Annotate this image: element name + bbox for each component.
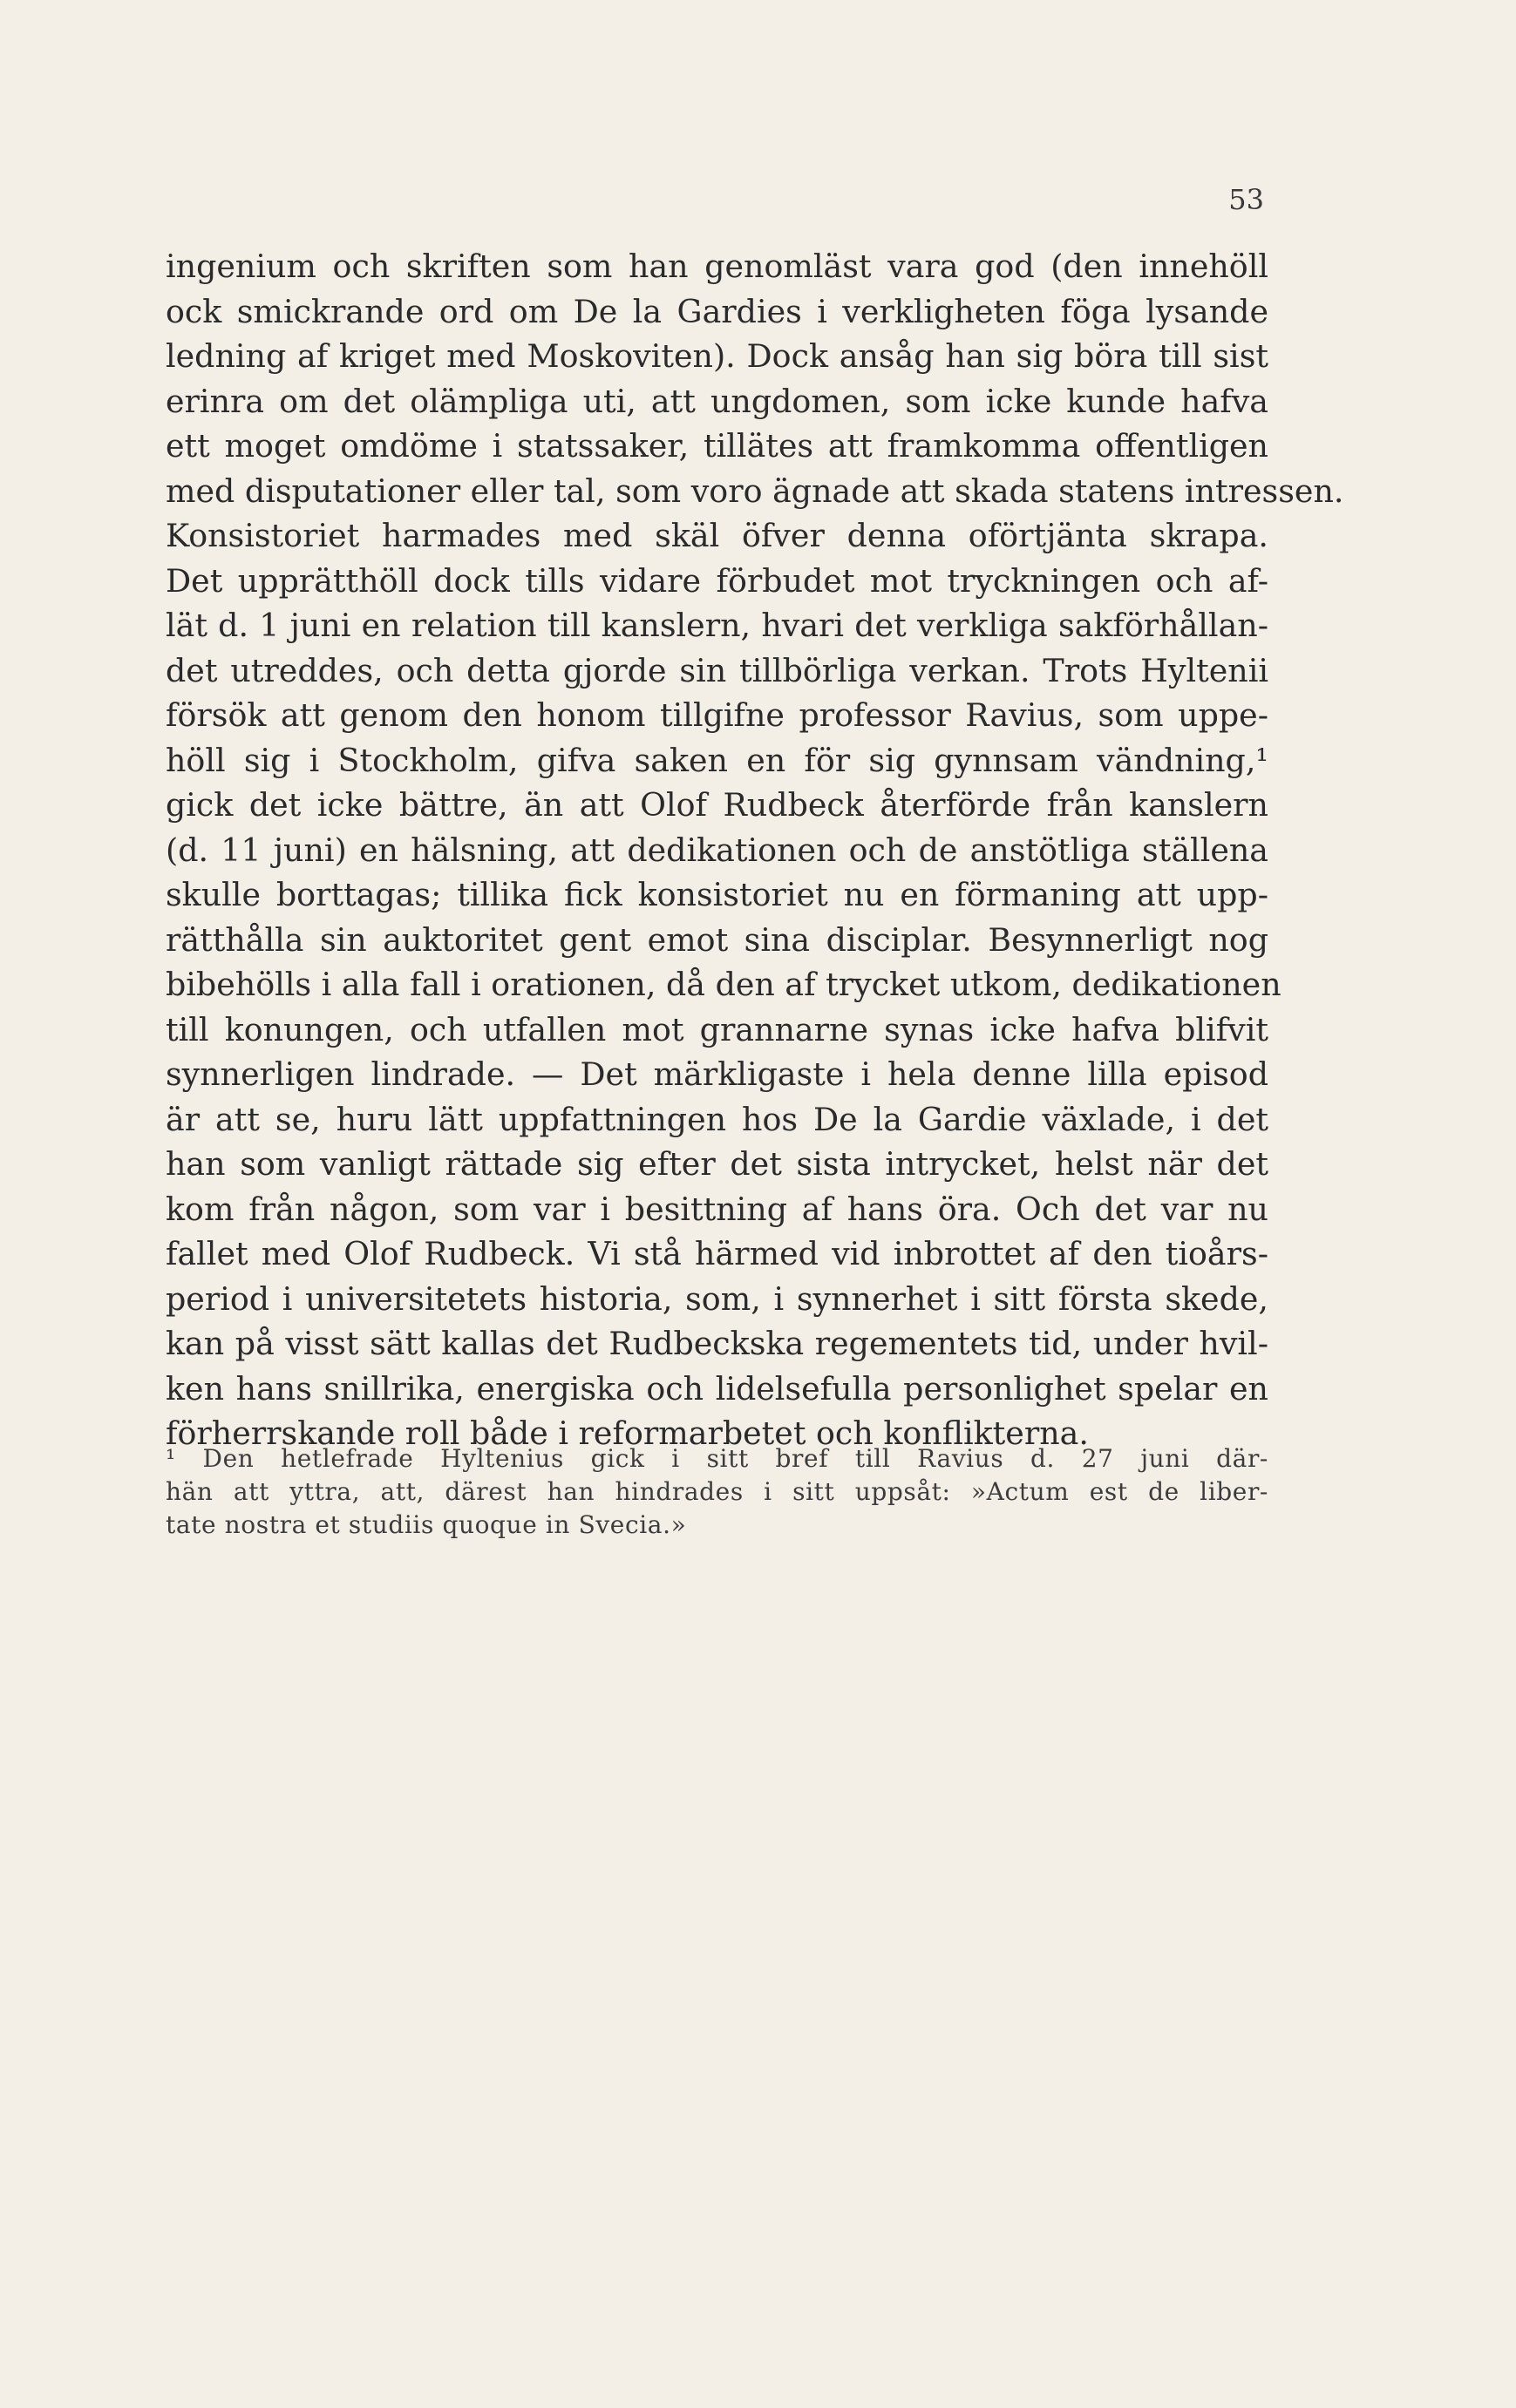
body-line: gick det icke bättre, än att Olof Rudbeck återförde från kanslern <box>166 786 1268 824</box>
body-line: lät d. 1 juni en relation till kanslern, hvari det verkliga sakförhållan- <box>166 607 1268 644</box>
body-line: skulle borttagas; tillika fick konsistoriet nu en förmaning att upp- <box>166 876 1268 913</box>
page-number: 53 <box>1228 183 1264 216</box>
body-line: (d. 11 juni) en hälsning, att dedikationen och de anstötliga ställena <box>166 831 1268 869</box>
body-line: kom från någon, som var i besittning af hans öra. Och det var nu <box>166 1190 1268 1228</box>
body-line: är att se, huru lätt uppfattningen hos De la Gardie växlade, i det <box>166 1100 1268 1138</box>
body-line: försök att genom den honom tillgifne professor Ravius, som uppe- <box>166 696 1268 734</box>
body-line: period i universitetets historia, som, i synnerhet i sitt första skede, <box>166 1279 1268 1318</box>
body-line: ock smickrande ord om De la Gardies i verkligheten föga lysande <box>166 292 1268 330</box>
body-line: synnerligen lindrade. — Det märkligaste i hela denne lilla episod <box>166 1055 1268 1093</box>
footnote <box>166 1442 1268 1542</box>
body-line: erinra om det olämpliga uti, att ungdomen, som icke kunde hafva <box>166 382 1268 420</box>
body-line: bibehölls i alla fall i orationen, då den af trycket utkom, dedikationen <box>166 966 1281 1003</box>
body-line: rätthålla sin auktoritet gent emot sina disciplar. Besynnerligt nog <box>166 920 1268 959</box>
body-line: fallet med Olof Rudbeck. Vi stå härmed vid inbrottet af den tioårs- <box>166 1235 1268 1272</box>
body-line: ken hans snillrika, energiska och lidelsefulla personlighet spelar en <box>166 1369 1268 1407</box>
footnote-line: ¹ Den hetlefrade Hyltenius gick i sitt bref till Ravius d. 27 juni där- <box>166 1444 1268 1473</box>
body-line: han som vanligt rättade sig efter det sista intrycket, helst när det <box>166 1145 1268 1183</box>
body-line: Det upprätthöll dock tills vidare förbudet mot tryckningen och af- <box>166 561 1268 600</box>
body-line: Konsistoriet harmades med skäl öfver denna oförtjänta skrapa. <box>166 517 1268 554</box>
body-line: ledning af kriget med Moskoviten). Dock ansåg han sig böra till sist <box>166 337 1268 375</box>
body-text <box>166 244 1344 1456</box>
footnote-line: tate nostra et studiis quoque in Svecia.» <box>166 1510 687 1539</box>
body-line: till konungen, och utfallen mot grannarne synas icke hafva blifvit <box>166 1010 1268 1048</box>
body-line: det utreddes, och detta gjorde sin tillbörliga verkan. Trots Hyltenii <box>166 651 1268 689</box>
body-line: förherrskande roll både i reformarbetet och konflikterna. <box>166 1414 1089 1452</box>
body-line: ett moget omdöme i statssaker, tillätes att framkomma offentligen <box>166 427 1268 465</box>
body-line: ingenium och skriften som han genomläst vara god (den innehöll <box>166 248 1268 285</box>
body-line: kan på visst sätt kallas det Rudbeckska regementets tid, under hvil- <box>166 1325 1268 1362</box>
body-line: höll sig i Stockholm, gifva saken en för sig gynnsam vändning,¹ <box>166 741 1268 779</box>
footnote-line: hän att yttra, att, därest han hindrades i sitt uppsåt: »Actum est de liber- <box>166 1477 1268 1506</box>
body-line: med disputationer eller tal, som voro ägnade att skada statens intressen. <box>166 471 1344 510</box>
